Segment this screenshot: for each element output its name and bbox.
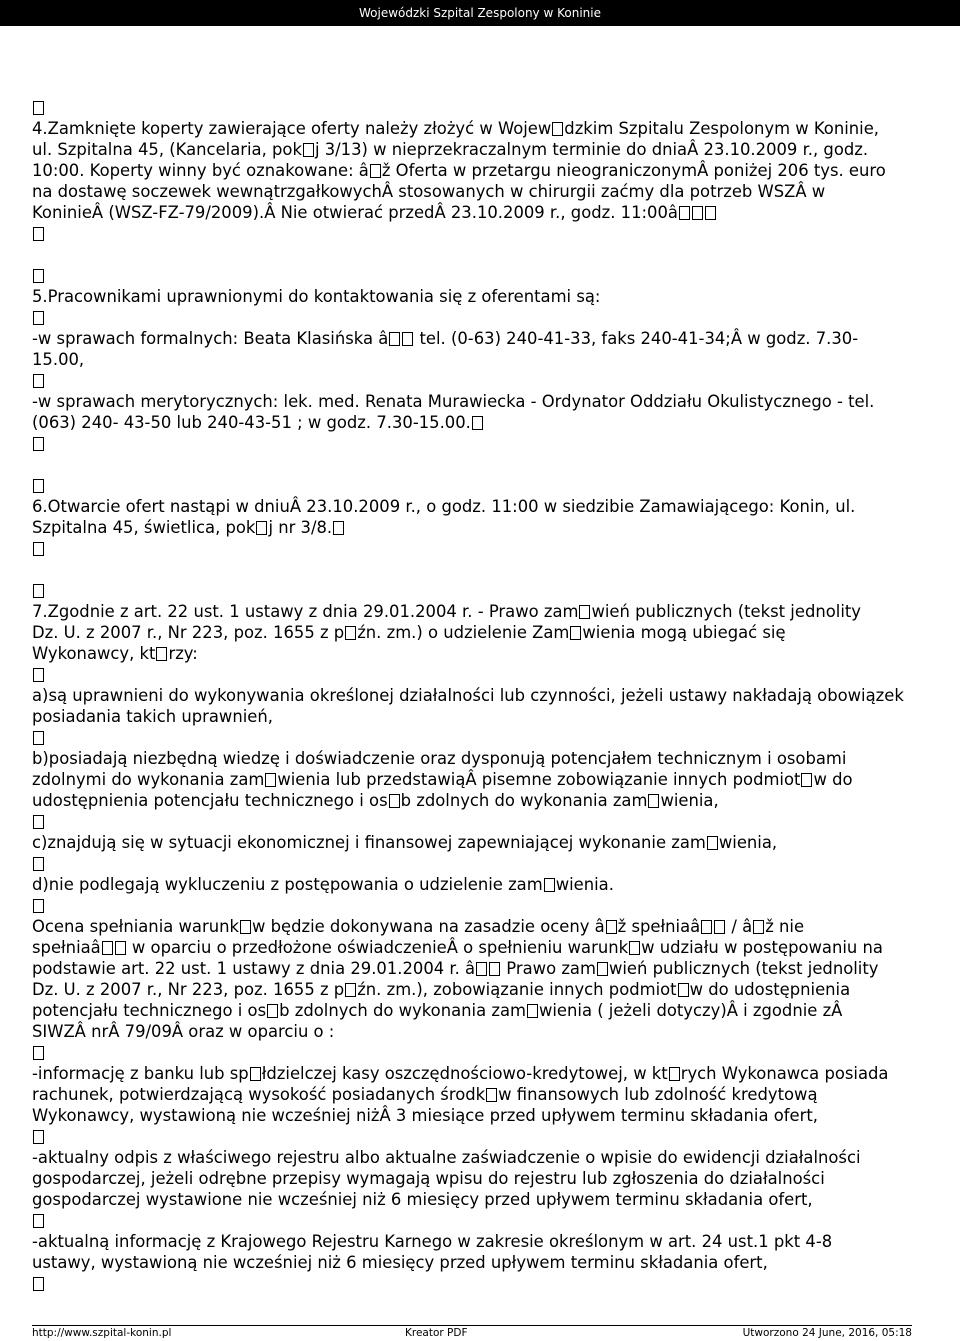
- missing-glyph-box: [692, 206, 703, 220]
- missing-glyph-box: [33, 584, 44, 598]
- missing-glyph-box: [753, 920, 764, 934]
- text-line: potencjału technicznego i os b zdolnych do wykonania zam wienia ( jeżeli dotyczy)Â i zgodnie zÂ: [32, 1001, 843, 1020]
- text-line: [32, 895, 942, 916]
- text-line: KoninieÂ (WSZ-FZ-79/2009).Â Nie otwierać przedÂ 23.10.2009 r., godz. 11:00â: [32, 202, 942, 223]
- missing-glyph-box: [714, 920, 725, 934]
- missing-glyph-box: [33, 1130, 44, 1144]
- missing-glyph-box: [265, 773, 276, 787]
- missing-glyph-box: [33, 1277, 44, 1291]
- text-line: 5.Pracownikami uprawnionymi do kontaktowania się z oferentami są:: [32, 287, 601, 306]
- missing-glyph-box: [345, 626, 356, 640]
- missing-glyph-box: [115, 941, 126, 955]
- text-line: -w sprawach merytorycznych: lek. med. Renata Murawiecka - Ordynator Oddziału Okulistycznego - tel.: [32, 392, 875, 411]
- text-line: 7.Zgodnie z art. 22 ust. 1 ustawy z dnia 29.01.2004 r. - Prawo zam wień publicznych (tekst jednolity: [32, 602, 861, 621]
- text-line: ul. Szpitalna 45, (Kancelaria, pok j 3/13) w nieprzekraczalnym terminie do dniaÂ 23.10.2009 r., godz.: [32, 140, 869, 159]
- text-line: -w sprawach formalnych: Beata Klasińska â tel. (0-63) 240-41-33, faks 240-41-34;Â w godz. 7.30-: [32, 329, 859, 348]
- missing-glyph-box: [33, 857, 44, 871]
- text-line: [32, 433, 942, 454]
- text-line: [32, 223, 942, 244]
- missing-glyph-box: [345, 983, 356, 997]
- text-line: -informację z banku lub sp łdzielczej kasy oszczędnościowo-kredytowej, w kt rych Wykonawca posiada: [32, 1064, 889, 1083]
- missing-glyph-box: [679, 206, 690, 220]
- text-line: [32, 559, 942, 580]
- text-line: [32, 580, 942, 601]
- text-line: SIWZÂ nrÂ 79/09Â oraz w oparciu o :: [32, 1022, 335, 1041]
- missing-glyph-box: [267, 1004, 278, 1018]
- missing-glyph-box: [402, 332, 413, 346]
- text-line: 15.00,: [32, 350, 85, 369]
- footer-creator: Kreator PDF: [405, 1327, 468, 1339]
- text-line: ustawy, wystawioną nie wcześniej niż 6 miesięcy przed upływem terminu składania ofert,: [32, 1253, 768, 1272]
- text-line: [32, 1126, 942, 1147]
- missing-glyph-box: [389, 794, 400, 808]
- text-line: 4.Zamknięte koperty zawierające oferty należy złożyć w Wojew dzkim Szpitalu Zespolonym w Koninie,: [32, 119, 879, 138]
- text-line: [32, 538, 942, 559]
- text-line: -aktualną informację z Krajowego Rejestru Karnego w zakresie określonym w art. 24 ust.1 pkt 4-8: [32, 1232, 833, 1251]
- missing-glyph-box: [33, 731, 44, 745]
- missing-glyph-box: [389, 332, 400, 346]
- missing-glyph-box: [33, 815, 44, 829]
- missing-glyph-box: [33, 1046, 44, 1060]
- text-line: [32, 454, 942, 475]
- missing-glyph-box: [472, 416, 483, 430]
- text-line: [32, 265, 942, 286]
- text-line: Wykonawcy, wystawioną nie wcześniej niżÂ 3 miesiące przed upływem terminu składania ofert,: [32, 1106, 818, 1125]
- missing-glyph-box: [570, 626, 581, 640]
- text-line: -aktualny odpis z właściwego rejestru albo aktualne zaświadczenie o wpisie do ewidencji działalności: [32, 1148, 861, 1167]
- missing-glyph-box: [33, 1214, 44, 1228]
- missing-glyph-box: [33, 668, 44, 682]
- missing-glyph-box: [707, 836, 718, 850]
- text-line: b)posiadają niezbędną wiedzę i doświadczenie oraz dysponują potencjałem technicznym i osobami: [32, 749, 847, 768]
- missing-glyph-box: [33, 437, 44, 451]
- missing-glyph-box: [801, 773, 812, 787]
- text-line: [32, 811, 942, 832]
- text-line: [32, 475, 942, 496]
- text-line: posiadania takich uprawnień,: [32, 707, 273, 726]
- text-line: a)są uprawnieni do wykonywania określonej działalności lub czynności, jeżeli ustawy nakładają obowiązek: [32, 686, 904, 705]
- missing-glyph-box: [486, 1088, 497, 1102]
- missing-glyph-box: [579, 605, 590, 619]
- missing-glyph-box: [476, 962, 487, 976]
- missing-glyph-box: [544, 878, 555, 892]
- text-line: [32, 664, 942, 685]
- missing-glyph-box: [629, 941, 640, 955]
- missing-glyph-box: [33, 101, 44, 115]
- missing-glyph-box: [669, 1067, 680, 1081]
- header-title: Wojewódzki Szpital Zespolony w Koninie: [359, 6, 601, 20]
- text-line: gospodarczej, jeżeli odrębne przepisy wymagają wpisu do rejestru lub zgłoszenia do działalności: [32, 1169, 825, 1188]
- text-line: 6.Otwarcie ofert nastąpi w dniuÂ 23.10.2009 r., o godz. 11:00 w siedzibie Zamawiającego: Konin, ul.: [32, 497, 856, 516]
- missing-glyph-box: [256, 521, 267, 535]
- text-line: Dz. U. z 2007 r., Nr 223, poz. 1655 z p źn. zm.) o udzielenie Zam wienia mogą ubiegać się: [32, 623, 786, 642]
- missing-glyph-box: [606, 920, 617, 934]
- missing-glyph-box: [527, 1004, 538, 1018]
- missing-glyph-box: [333, 521, 344, 535]
- text-line: Wykonawcy, kt rzy:: [32, 644, 198, 663]
- text-line: [32, 1210, 942, 1231]
- missing-glyph-box: [250, 1067, 261, 1081]
- text-line: d)nie podlegają wykluczeniu z postępowania o udzielenie zam wienia.: [32, 875, 614, 894]
- missing-glyph-box: [33, 269, 44, 283]
- text-line: [32, 853, 942, 874]
- text-line: 10:00. Koperty winny być oznakowane: â ž Oferta w przetargu nieograniczonymÂ poniżej 206 tys. euro: [32, 161, 886, 180]
- page-header: [0, 0, 960, 26]
- text-line: zdolnymi do wykonania zam wienia lub przedstawiąÂ pisemne zobowiązanie innych podmiot w do: [32, 770, 853, 789]
- missing-glyph-box: [489, 962, 500, 976]
- missing-glyph-box: [678, 983, 689, 997]
- text-line: [32, 1273, 942, 1294]
- text-line: na dostawę soczewek wewnątrzgałkowychÂ stosowanych w chirurgii zaćmy dla potrzeb WSZÂ w: [32, 182, 826, 201]
- text-line: [32, 1042, 942, 1063]
- text-line: rachunek, potwierdzającą wysokość posiadanych środk w finansowych lub zdolność kredytową: [32, 1085, 818, 1104]
- missing-glyph-box: [156, 647, 167, 661]
- text-line: [32, 727, 942, 748]
- text-line: c)znajdują się w sytuacji ekonomicznej i finansowej zapewniającej wykonanie zam wienia,: [32, 833, 778, 852]
- text-line: [32, 97, 942, 118]
- text-line: podstawie art. 22 ust. 1 ustawy z dnia 29.01.2004 r. â Prawo zam wień publicznych (tekst jednolity: [32, 959, 879, 978]
- missing-glyph-box: [33, 311, 44, 325]
- missing-glyph-box: [240, 920, 251, 934]
- missing-glyph-box: [303, 143, 314, 157]
- text-line: Dz. U. z 2007 r., Nr 223, poz. 1655 z p źn. zm.), zobowiązanie innych podmiot w do udostępnienia: [32, 980, 851, 999]
- missing-glyph-box: [102, 941, 113, 955]
- footer-created: Utworzono 24 June, 2016, 05:18: [742, 1327, 912, 1339]
- text-line: Szpitalna 45, świetlica, pok j nr 3/8.: [32, 517, 942, 538]
- missing-glyph-box: [370, 164, 381, 178]
- text-line: [32, 370, 942, 391]
- missing-glyph-box: [701, 920, 712, 934]
- missing-glyph-box: [33, 227, 44, 241]
- missing-glyph-box: [552, 122, 563, 136]
- text-line: [32, 244, 942, 265]
- missing-glyph-box: [33, 542, 44, 556]
- text-line: Ocena spełniania warunk w będzie dokonywana na zasadzie oceny â ž spełniaâ / â ž nie: [32, 917, 805, 936]
- text-line: [32, 307, 942, 328]
- missing-glyph-box: [705, 206, 716, 220]
- text-line: (063) 240- 43-50 lub 240-43-51 ; w godz. 7.30-15.00.: [32, 412, 942, 433]
- missing-glyph-box: [597, 962, 608, 976]
- text-line: udostępnienia potencjału technicznego i os b zdolnych do wykonania zam wienia,: [32, 791, 719, 810]
- document-body: [32, 97, 942, 1294]
- missing-glyph-box: [33, 899, 44, 913]
- footer-url: http://www.szpital-konin.pl: [32, 1327, 172, 1339]
- text-line: spełniaâ w oparciu o przedłożone oświadczenieÂ o spełnieniu warunk w udziału w postępowaniu na: [32, 938, 883, 957]
- missing-glyph-box: [648, 794, 659, 808]
- missing-glyph-box: [33, 374, 44, 388]
- text-line: gospodarczej wystawione nie wcześniej niż 6 miesięcy przed upływem terminu składania ofert,: [32, 1190, 813, 1209]
- missing-glyph-box: [33, 479, 44, 493]
